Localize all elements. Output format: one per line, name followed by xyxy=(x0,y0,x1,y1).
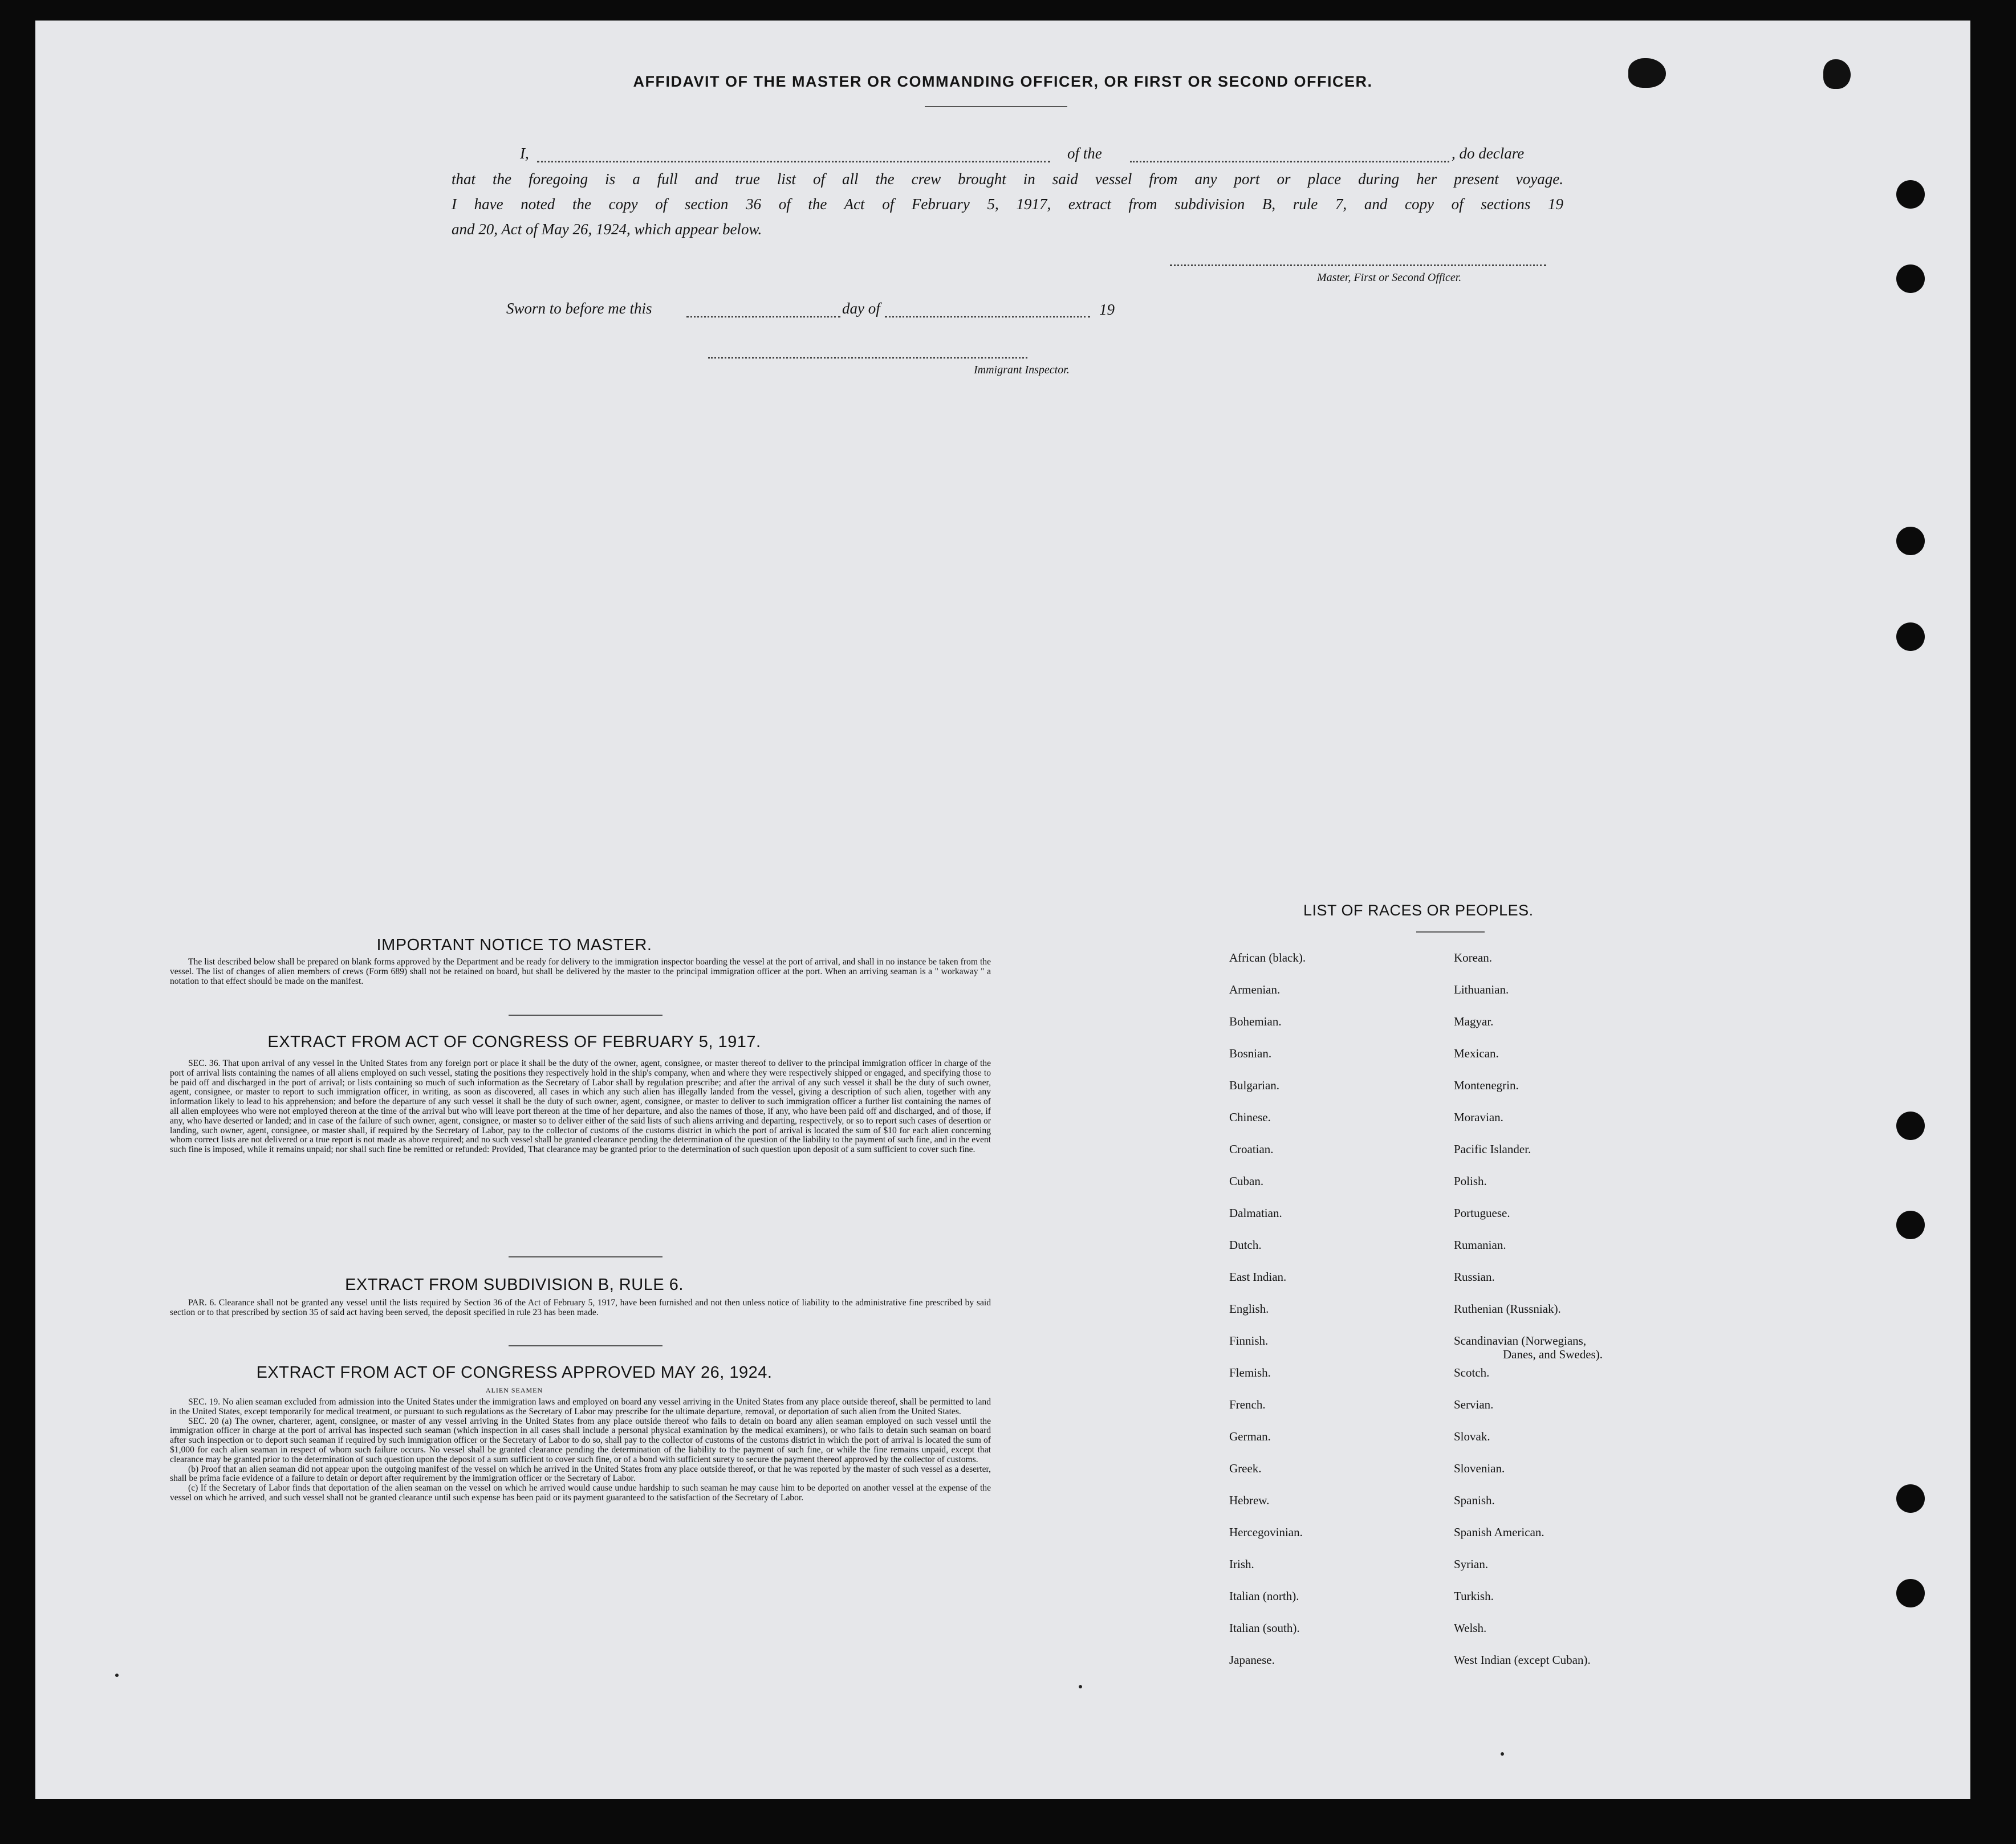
race-left: French. xyxy=(1229,1398,1266,1411)
extract-1924-body xyxy=(170,1398,991,1503)
speck xyxy=(1079,1685,1082,1688)
binder-hole xyxy=(1896,180,1925,209)
binder-hole xyxy=(1896,1211,1925,1239)
extract-rule6-title: EXTRACT FROM SUBDIVISION B, RULE 6. xyxy=(345,1276,684,1294)
race-right: Moravian. xyxy=(1454,1110,1503,1124)
notice-title: IMPORTANT NOTICE TO MASTER. xyxy=(376,936,652,954)
binder-hole xyxy=(1896,1579,1925,1607)
race-right: Ruthenian (Russniak). xyxy=(1454,1302,1561,1316)
binder-hole xyxy=(1896,622,1925,651)
race-right: Montenegrin. xyxy=(1454,1078,1519,1092)
race-right: Polish. xyxy=(1454,1174,1487,1188)
inspector-signature-label: Immigrant Inspector. xyxy=(974,364,1070,376)
race-right: Spanish American. xyxy=(1454,1525,1544,1539)
affidavit-i: I, xyxy=(520,145,529,162)
race-right: Spanish. xyxy=(1454,1493,1495,1507)
race-right: Welsh. xyxy=(1454,1621,1487,1635)
race-left: Japanese. xyxy=(1229,1653,1275,1667)
section-20a-text: SEC. 20 (a) The owner, charterer, agent, consignee, or master of any vessel arriving in the United States from any place outside thereof who fails to detain on board any alien seaman employed on such vessel until the immigration officer in charge at the port of arrival has inspected such seaman (which inspection in all cases shall include a personal physical examination by the medical examiners), or who fails to detain such seaman on board after such inspection or to deport such seaman if required by such immigration officer or the Secretary of Labor to do so, shall pay to the collector of customs of the customs district in which the port of arrival is located the sum of $1,000 for each alien seaman in respect of whom such failure occurs. No vessel shall be granted clearance pending the determination of the liability to the payment of such fine, or while the fine remains unpaid, except that clearance may be granted prior to the determination of such question upon the deposit of a sum sufficient to cover such fine, or of a bond with sufficient surety to secure the payment thereof approved by the collector of customs. xyxy=(170,1416,991,1464)
race-left: English. xyxy=(1229,1302,1269,1316)
affidavit-declare: , do declare xyxy=(1452,145,1525,162)
race-right: Rumanian. xyxy=(1454,1238,1506,1252)
binder-hole xyxy=(1896,1484,1925,1513)
section-divider xyxy=(509,1015,662,1016)
binder-hole xyxy=(1896,527,1925,555)
race-left: Bohemian. xyxy=(1229,1015,1282,1028)
race-left: Italian (north). xyxy=(1229,1589,1299,1603)
section-divider xyxy=(509,1345,662,1346)
race-left: East Indian. xyxy=(1229,1270,1287,1284)
speck xyxy=(1501,1752,1504,1756)
extract-rule6-body: PAR. 6. Clearance shall not be granted any vessel until the lists required by Section 36 of the Act of February 5, 1917, have been furnished and not then unless notice of liability to the administrative fine prescribed by said section or to that prescribed by section 35 of said act having been served, the deposit specified in rule 23 has been made. xyxy=(170,1298,991,1317)
race-right: Pacific Islander. xyxy=(1454,1142,1531,1156)
speck xyxy=(115,1674,119,1677)
affidavit-line: that the foregoing is a full and true list of all the crew brought in said vessel from any port or place during her present voyage. xyxy=(452,170,1563,188)
notice-body: The list described below shall be prepared on blank forms approved by the Department and be ready for delivery to the immigration inspector boarding the vessel at the port of arrival, and shall in no instance be taken from the vessel. The list of changes of alien members of crews (Form 689) shall not be retained on board, but shall be delivered by the master to the principal immigration officer at the port. When an arriving seaman is a " workaway " a notation to that effect should be made on the manifest. xyxy=(170,957,991,986)
race-right: Magyar. xyxy=(1454,1015,1494,1028)
extract-1924-title: EXTRACT FROM ACT OF CONGRESS APPROVED MAY 26, 1924. xyxy=(256,1363,773,1382)
race-left: African (black). xyxy=(1229,951,1306,964)
sworn-text: Sworn to before me this xyxy=(506,300,652,317)
race-left: Hebrew. xyxy=(1229,1493,1270,1507)
race-right: Slovak. xyxy=(1454,1430,1490,1443)
inspector-signature-line xyxy=(708,357,1027,359)
race-left: Finnish. xyxy=(1229,1334,1269,1348)
extract-1917-body: SEC. 36. That upon arrival of any vessel in the United States from any foreign port or place it shall be the duty of the owner, agent, consignee, or master thereof to deliver to the principal immigration officer in charge of the port of arrival lists containing the names of all aliens employed on such vessel, stating the positions they respectively hold in the ship's company, when and where they were respectively shipped or engaged, and specifying those to be paid off and discharged in the port of arrival; or lists containing so much of such information as the Secretary of Labor shall by regulation prescribe; and after the arrival of any such vessel it shall be the duty of such owner, agent, consignee, or master to report to such immigration officer, in writing, as soon as discovered, all cases in which any such alien has illegally landed from the vessel, giving a description of such alien, together with any information likely to lead to his apprehension; and before the departure of any such vessel it shall be the duty of such owner, agent, consignee, or master to deliver to such immigration officer a further list containing the names of all alien employees who were not employed thereon at the time of the arrival but who will leave port thereon at the time of her departure, and also the names of those, if any, who have been paid off and discharged, and of those, if any, who have deserted or landed; and in case of the failure of such owner, agent, consignee, or master so to deliver either of the said lists of such aliens arriving and departing, respectively, or so to report such cases of desertion or landing, such owner, agent, consignee, or master shall, if required by the Secretary of Labor, pay to the collector of customs of the customs district in which the port of arrival is located the sum of $10 for each alien concerning whom correct lists are not delivered or a true report is not made as above required; and no such vessel shall be granted clearance pending the determination of the question of the liability to the payment of such fine, and in the event such fine is imposed, while it remains unpaid; nor shall such fine be remitted or refunded: Provided, That clearance may be granted prior to the determination of such question upon deposit of a sum sufficient to cover such fine. xyxy=(170,1059,991,1155)
race-left: Dutch. xyxy=(1229,1238,1262,1252)
affidavit-body xyxy=(452,166,1563,242)
sworn-day-blank xyxy=(686,316,840,317)
race-right: Korean. xyxy=(1454,951,1493,964)
race-left: Dalmatian. xyxy=(1229,1206,1282,1220)
extract-1917-title: EXTRACT FROM ACT OF CONGRESS OF FEBRUARY 5, 1917. xyxy=(267,1033,761,1051)
race-left: Bulgarian. xyxy=(1229,1078,1280,1092)
title-underline xyxy=(925,106,1067,107)
affidavit-of-the: of the xyxy=(1067,145,1102,162)
sworn-month-blank xyxy=(885,316,1090,317)
race-right-continuation: Danes, and Swedes). xyxy=(1503,1348,1603,1361)
race-left: Cuban. xyxy=(1229,1174,1264,1188)
race-right: Russian. xyxy=(1454,1270,1495,1284)
year-prefix: 19 xyxy=(1099,301,1115,318)
race-right: Scotch. xyxy=(1454,1366,1490,1379)
race-left: Croatian. xyxy=(1229,1142,1274,1156)
race-right: Turkish. xyxy=(1454,1589,1494,1603)
races-title: LIST OF RACES OR PEOPLES. xyxy=(1303,902,1534,919)
day-of-text: day of xyxy=(842,300,880,317)
section-20b-text: (b) Proof that an alien seaman did not appear upon the outgoing manifest of the vessel on which he arrived in the United States from any place outside thereof, or that he was reported by the master of such vessel as a deserter, shall be prima facie evidence of a failure to detain or deport after requirement by the immigration officer or the Secretary of Labor. xyxy=(170,1464,991,1484)
race-right: Lithuanian. xyxy=(1454,983,1509,996)
master-signature-line xyxy=(1170,264,1546,266)
race-left: Italian (south). xyxy=(1229,1621,1300,1635)
race-right: Portuguese. xyxy=(1454,1206,1510,1220)
affidavit-line: I have noted the copy of section 36 of the Act of February 5, 1917, extract from subdivision B, rule 7, and copy of sections 19 xyxy=(452,196,1563,213)
race-right: Servian. xyxy=(1454,1398,1494,1411)
document-page xyxy=(35,21,1970,1799)
race-left: Flemish. xyxy=(1229,1366,1271,1379)
master-signature-label: Master, First or Second Officer. xyxy=(1317,271,1462,284)
race-left: Irish. xyxy=(1229,1557,1254,1571)
race-left: Hercegovinian. xyxy=(1229,1525,1303,1539)
section-20c-text: (c) If the Secretary of Labor finds that deportation of the alien seaman on the vessel on which he arrived would cause undue hardship to such seaman he may cause him to be deported on another vessel at the expense of the vessel on which he arrived, and such vessel shall not be granted clearance until such expense has been paid or its payment guaranteed to the satisfaction of the Secretary of Labor. xyxy=(170,1483,991,1503)
binder-hole xyxy=(1896,1112,1925,1140)
race-right: Scandinavian (Norwegians, xyxy=(1454,1334,1587,1348)
name-blank xyxy=(537,161,1050,162)
races-title-underline xyxy=(1416,931,1485,933)
race-left: Armenian. xyxy=(1229,983,1281,996)
race-left: Greek. xyxy=(1229,1462,1262,1475)
section-divider xyxy=(509,1256,662,1257)
binder-hole xyxy=(1896,264,1925,293)
race-left: German. xyxy=(1229,1430,1271,1443)
race-left: Bosnian. xyxy=(1229,1047,1272,1060)
race-right: Slovenian. xyxy=(1454,1462,1505,1475)
race-right: West Indian (except Cuban). xyxy=(1454,1653,1591,1667)
affidavit-title: AFFIDAVIT OF THE MASTER OR COMMANDING OFFICER, OR FIRST OR SECOND OFFICER. xyxy=(633,73,1373,90)
section-19-text: SEC. 19. No alien seaman excluded from admission into the United States under the immigration laws and employed on board any vessel arriving in the United States from any place outside thereof, shall be permitted to land in the United States, except temporarily for medical treatment, or pursuant to such regulations as the Secretary of Labor may prescribe for the ultimate departure, removal, or deportation of such alien from the United States. xyxy=(170,1397,991,1416)
extract-1924-subtitle: ALIEN SEAMEN xyxy=(485,1386,543,1394)
race-right: Syrian. xyxy=(1454,1557,1489,1571)
race-right: Mexican. xyxy=(1454,1047,1499,1060)
race-left: Chinese. xyxy=(1229,1110,1271,1124)
affidavit-line: and 20, Act of May 26, 1924, which appear below. xyxy=(452,221,762,238)
vessel-blank xyxy=(1130,161,1449,162)
